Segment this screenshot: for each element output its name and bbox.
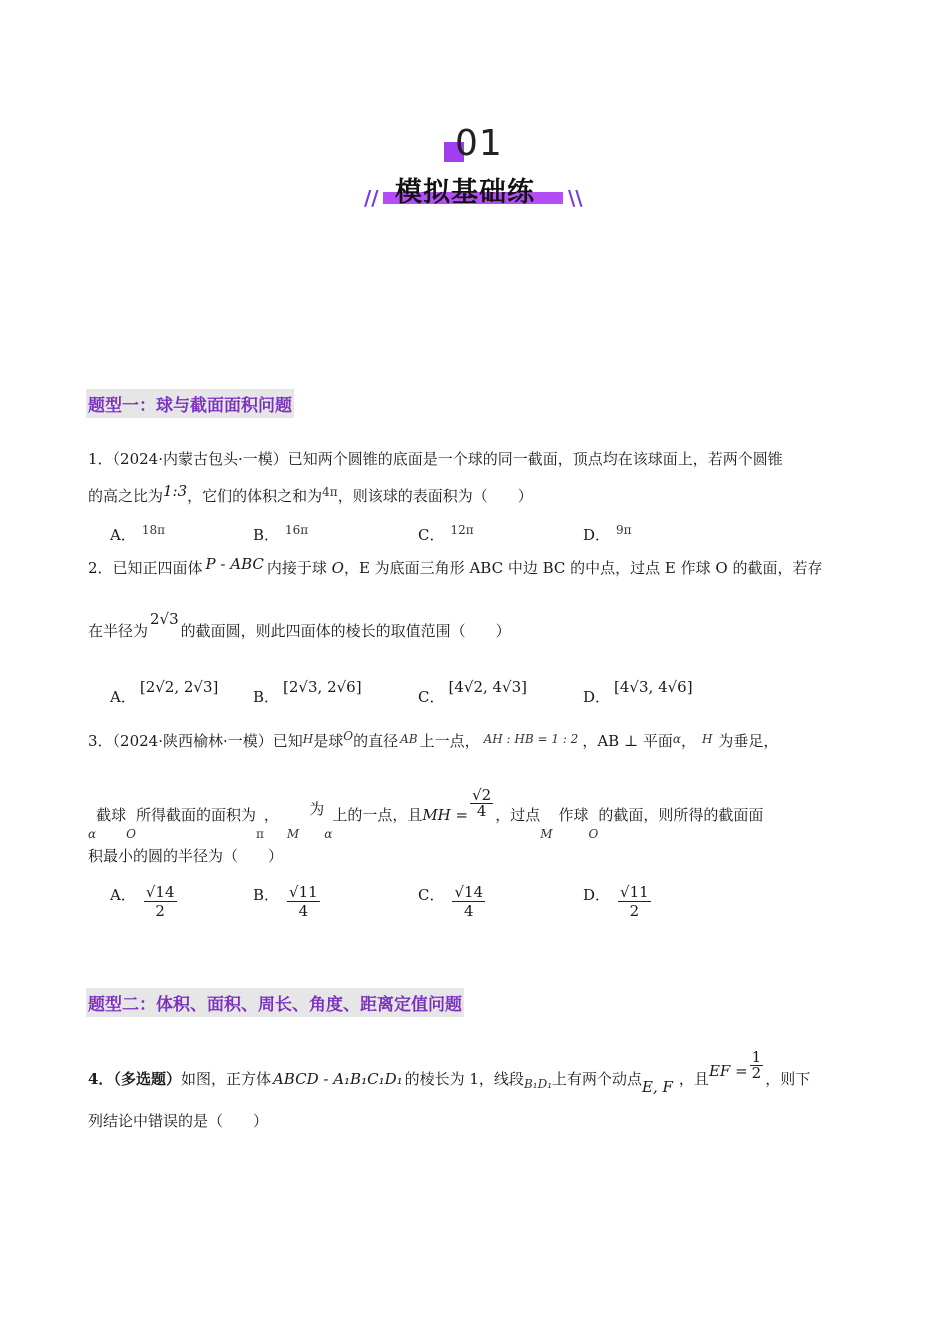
q2-line1: 2．已知正四面体 P - ABC 内接于球 O，E 为底面三角形 ABC 中边 BC 的中点，过点 E 作球 O 的截面，若存 — [88, 555, 823, 577]
option-label: D． — [583, 526, 611, 544]
q3-text: 3．（2024·陕西榆林·一模）已知 — [88, 732, 303, 750]
q3-ratio: AH : HB = 1 : 2 — [483, 732, 579, 746]
q3-pi: π — [255, 826, 264, 841]
right-decoration-icon: \\ — [568, 186, 583, 210]
option-value: 12π — [450, 523, 474, 537]
q3-text: 为垂足， — [718, 732, 779, 750]
left-decoration-icon: // — [364, 186, 379, 210]
q4-text: ，且 — [678, 1069, 709, 1088]
option-value: 18π — [141, 523, 165, 537]
option-fraction — [287, 883, 320, 920]
q1-text: ，它们的体积之和为 — [187, 487, 323, 505]
q3-line3: 积最小的圆的半径为（ ） — [88, 847, 284, 865]
q3-option-c[interactable] — [418, 883, 485, 920]
q2-text: 内接于球 — [266, 559, 327, 577]
fraction-denominator: 4 — [476, 802, 487, 820]
option-label: B． — [253, 885, 280, 904]
q3-alpha: α — [672, 732, 681, 746]
q2-line2 — [88, 610, 511, 640]
q3-text: 为 — [309, 799, 325, 818]
option-label: A． — [110, 526, 136, 544]
q3-alpha: α — [324, 826, 333, 841]
q1-text: ，则该球的表面积为（ ） — [337, 487, 533, 505]
q3-text: 是球 — [313, 732, 344, 750]
option-value: [2√3, 2√6] — [283, 678, 362, 696]
fraction-denominator: 4 — [298, 902, 309, 920]
q4-text: 的棱长为 1，线段 — [404, 1069, 524, 1088]
q3-text: 的截面，则所得的截面面 — [598, 805, 764, 824]
q3-o: O — [588, 826, 599, 841]
q4-ef-eq: EF = — [708, 1061, 748, 1080]
q3-text: 截球 — [96, 805, 127, 824]
fraction-numerator: √11 — [289, 883, 318, 901]
q3-option-a[interactable] — [110, 883, 177, 920]
fraction-denominator: 2 — [155, 902, 165, 920]
q3-text: 的直径 — [353, 732, 399, 750]
option-value: [2√2, 2√3] — [139, 678, 219, 696]
option-label: D． — [583, 885, 611, 904]
option-fraction — [144, 883, 177, 920]
option-label: A． — [110, 688, 136, 706]
q4-text: 上有两个动点 — [552, 1069, 643, 1088]
q1-option-d[interactable] — [583, 524, 632, 545]
q3-text: ，过点 — [495, 805, 541, 824]
fraction-numerator: √14 — [145, 883, 175, 901]
section-heading-2: 题型二：体积、面积、周长、角度、距离定值问题 — [86, 988, 464, 1017]
option-label: A． — [110, 885, 136, 904]
q2-text: ，E 为底面三角形 ABC 中边 BC 的中点，过点 E 作球 O 的截面，若存 — [343, 559, 823, 577]
q2-option-c[interactable] — [418, 676, 528, 706]
q2-tetrahedron: P - ABC — [205, 555, 264, 573]
q1-ratio: 1:3 — [163, 482, 188, 500]
fraction-denominator: 4 — [464, 902, 474, 920]
q1-option-a[interactable] — [110, 524, 165, 545]
fraction-numerator: √14 — [454, 883, 484, 901]
option-label: C． — [418, 688, 445, 706]
q3-text: 作球 — [558, 805, 589, 824]
option-label: C． — [418, 526, 445, 544]
fraction-numerator: 1 — [751, 1048, 762, 1066]
option-label: C． — [418, 885, 445, 904]
section-number: 01 — [455, 123, 503, 164]
q1-volume: 4π — [322, 485, 338, 499]
q3-text: 上的一点，且 — [332, 805, 423, 824]
q1-option-b[interactable] — [253, 524, 308, 545]
q2-text: 2．已知正四面体 — [88, 559, 203, 577]
q4-fraction — [750, 1050, 764, 1081]
q3-mh: MH = — [422, 805, 469, 824]
q3-o: O — [343, 729, 354, 743]
option-fraction — [452, 883, 485, 920]
fraction-numerator: √2 — [472, 786, 492, 804]
q1-line2 — [88, 482, 533, 505]
q3-alpha: α — [88, 826, 97, 841]
q4-cube: ABCD - A₁B₁C₁D₁ — [272, 1069, 403, 1088]
q3-ab: AB — [400, 732, 418, 746]
section-heading-1: 题型一：球与截面面积问题 — [86, 389, 294, 418]
q3-h: H — [302, 732, 314, 746]
q4-line1 — [88, 1048, 811, 1096]
q3-m: M — [540, 826, 553, 841]
q3-text: ， — [263, 805, 279, 824]
q3-m: M — [286, 826, 300, 841]
q1-text: 的高之比为 — [88, 487, 164, 505]
q3-text: 上一点， — [419, 732, 480, 750]
q4-ef: E, F — [642, 1077, 673, 1096]
q4-text: ，则下 — [765, 1069, 811, 1088]
option-value: [4√3, 4√6] — [614, 678, 693, 696]
option-label: B． — [253, 688, 280, 706]
q2-radius: 2√3 — [150, 610, 179, 628]
q3-text: 所得截面的面积为 — [135, 805, 256, 824]
q2-text: 的截面圆，则此四面体的棱长的取值范围（ ） — [180, 622, 511, 640]
q3-line1 — [88, 729, 779, 750]
q1-line1: 1．（2024·内蒙古包头·一模）已知两个圆锥的底面是一个球的同一截面，顶点均在该球面上，若两个圆锥 — [88, 450, 783, 468]
q1-option-c[interactable] — [418, 524, 474, 545]
option-value: 9π — [616, 523, 632, 537]
q2-text: 在半径为 — [88, 622, 149, 640]
q3-text: ， — [680, 732, 696, 750]
q4-text: 如图，正方体 — [180, 1069, 271, 1088]
option-label: B． — [253, 526, 280, 544]
q3-h: H — [701, 732, 713, 746]
fraction-denominator: 2 — [751, 1064, 762, 1082]
option-fraction — [618, 883, 651, 920]
option-label: D． — [583, 688, 611, 706]
q4-tag: （多选题） — [113, 1069, 181, 1088]
q4-number: 4． — [88, 1069, 114, 1088]
q2-option-a[interactable] — [110, 676, 219, 706]
q3-option-d[interactable] — [583, 883, 651, 920]
q3-option-b[interactable] — [253, 883, 320, 920]
q3-line2 — [88, 786, 764, 841]
q4-segment: B₁D₁ — [523, 1076, 552, 1091]
q3-text: ，AB ⊥ 平面 — [582, 732, 673, 750]
option-value: 16π — [285, 523, 309, 537]
page-title: 模拟基础练 — [395, 177, 535, 208]
fraction-numerator: √11 — [620, 883, 649, 901]
option-value: [4√2, 4√3] — [448, 678, 528, 696]
q2-option-d[interactable] — [583, 676, 693, 706]
q3-o: O — [126, 826, 136, 841]
fraction-denominator: 2 — [629, 902, 640, 920]
q3-mh-fraction — [470, 788, 493, 819]
q4-line2: 列结论中错误的是（ ） — [88, 1112, 269, 1130]
q2-option-b[interactable] — [253, 676, 362, 706]
